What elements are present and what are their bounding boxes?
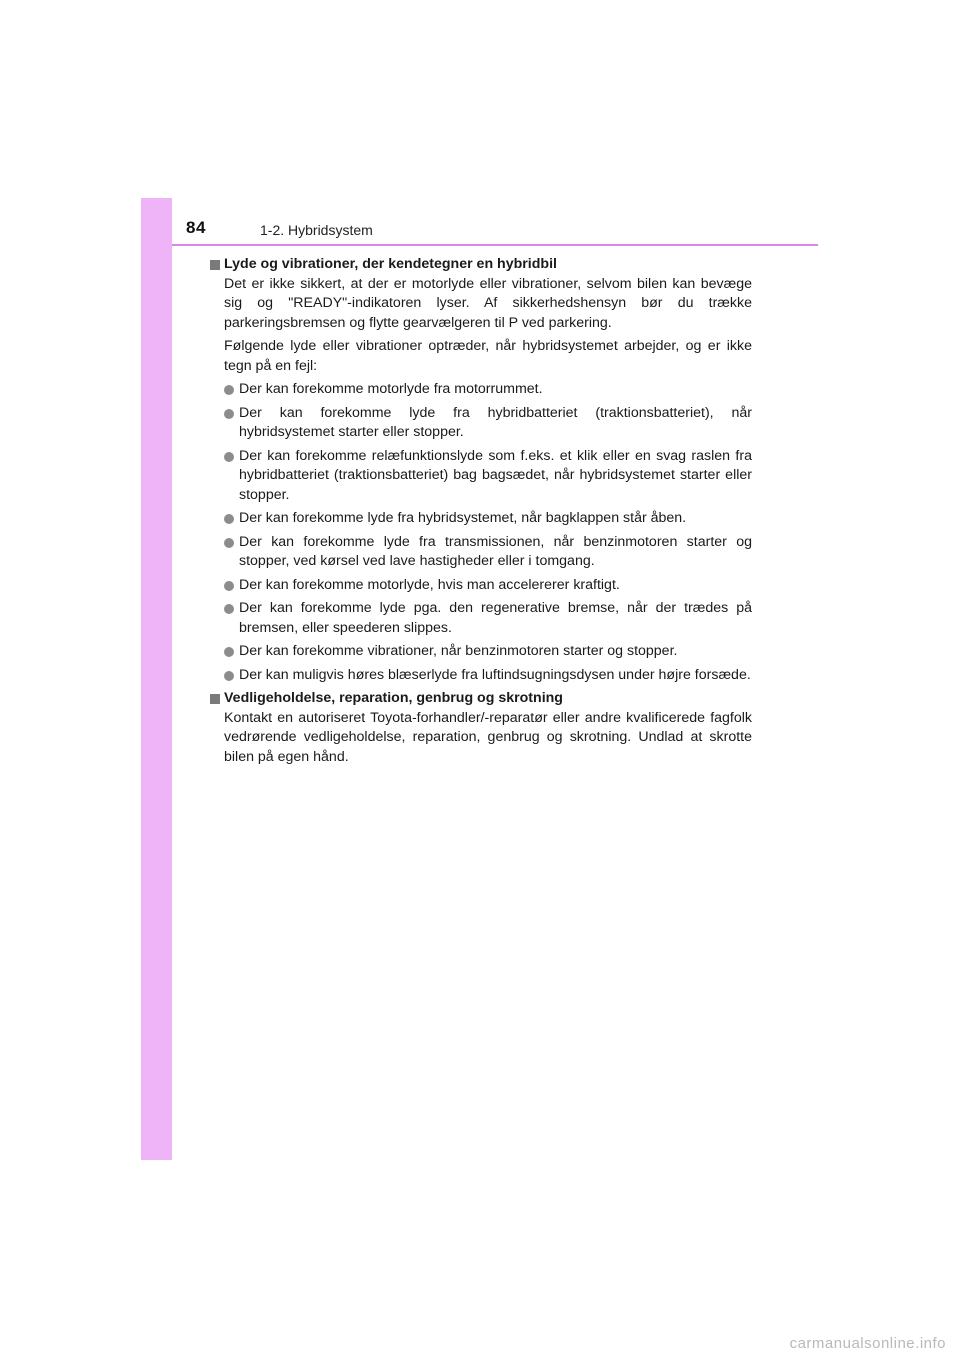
circle-bullet-icon [224,514,234,524]
square-bullet-icon [210,260,220,270]
list-item-text: Der kan forekomme lyde fra hybridsystemet, når bagklappen står åben. [239,510,687,526]
side-color-band [141,198,172,1160]
circle-bullet-icon [224,604,234,614]
list-item-text: Der kan forekomme vibrationer, når benzinmotoren starter og stopper. [239,643,678,659]
paragraph: Følgende lyde eller vibrationer optræder, når hybridsystemet arbejder, og er ikke tegn på en fejl: [224,338,752,374]
circle-bullet-icon [224,409,234,419]
list-item-text: Der kan muligvis høres blæserlyde fra luftindsugningsdysen under højre forsæde. [239,666,751,683]
list-item-text: Der kan forekomme lyde fra hybridbatteriet (traktionsbatteriet), når hybridsystemet starter eller stopper. [239,404,752,440]
circle-bullet-icon [224,452,234,462]
list-item [224,447,752,506]
list-item-text: Der kan forekomme lyde pga. den regenerative bremse, når der trædes på bremsen, eller speederen slippes. [239,600,752,636]
watermark-logo[interactable]: carmanualsonline.info [789,1335,946,1352]
list-item [224,404,752,443]
list-item-text: Der kan forekomme motorlyde fra motorrummet. [239,381,543,397]
list-item-text: Der kan forekomme lyde fra transmissionen, når benzinmotoren starter og stopper, ved kørsel ved lave hastigheder eller i tomgang. [239,533,752,569]
list-item [224,380,752,400]
page-content [210,253,752,767]
list-item [224,509,752,529]
header-divider [172,244,818,246]
subheading-text: Vedligeholdelse, reparation, genbrug og skrotning [224,690,563,706]
paragraph: Det er ikke sikkert, at der er motorlyde eller vibrationer, selvom bilen kan bevæge sig og "READY"-indikatoren lyser. Af sikkerhedshensyn bør du trække parkeringsbremsen og flytte gearvælgeren til P ved parkering. [224,275,752,331]
list-item [224,533,752,572]
list-item-text: Der kan forekomme motorlyde, hvis man accelererer kraftigt. [239,576,620,593]
subheading-text: Lyde og vibrationer, der kendetegner en hybridbil [224,256,557,272]
circle-bullet-icon [224,385,234,395]
list-item [224,642,752,662]
page-header [141,198,818,245]
list-item [224,576,752,596]
subheading-sounds [210,255,752,275]
circle-bullet-icon [224,671,234,681]
circle-bullet-icon [224,647,234,657]
subheading-maintenance [210,689,752,709]
list-item [224,599,752,638]
paragraph: Kontakt en autoriseret Toyota-forhandler/-reparatør eller andre kvalificerede fagfolk vedrørende vedligeholdelse, reparation, genbrug og skrotning. Undlad at skrotte bilen på egen hånd. [224,709,752,765]
circle-bullet-icon [224,538,234,548]
list-item-text: Der kan forekomme relæfunktionslyde som f.eks. et klik eller en svag raslen fra hybridbatteriet (traktionsbatteriet) bag bagsædet, når hybridsystemet starter eller stopper. [239,447,752,503]
section-title: 1-2. Hybridsystem [260,222,373,238]
bullet-list [210,380,752,685]
list-item [224,666,752,686]
page-number: 84 [186,218,206,237]
square-bullet-icon [210,694,220,704]
circle-bullet-icon [224,581,234,591]
